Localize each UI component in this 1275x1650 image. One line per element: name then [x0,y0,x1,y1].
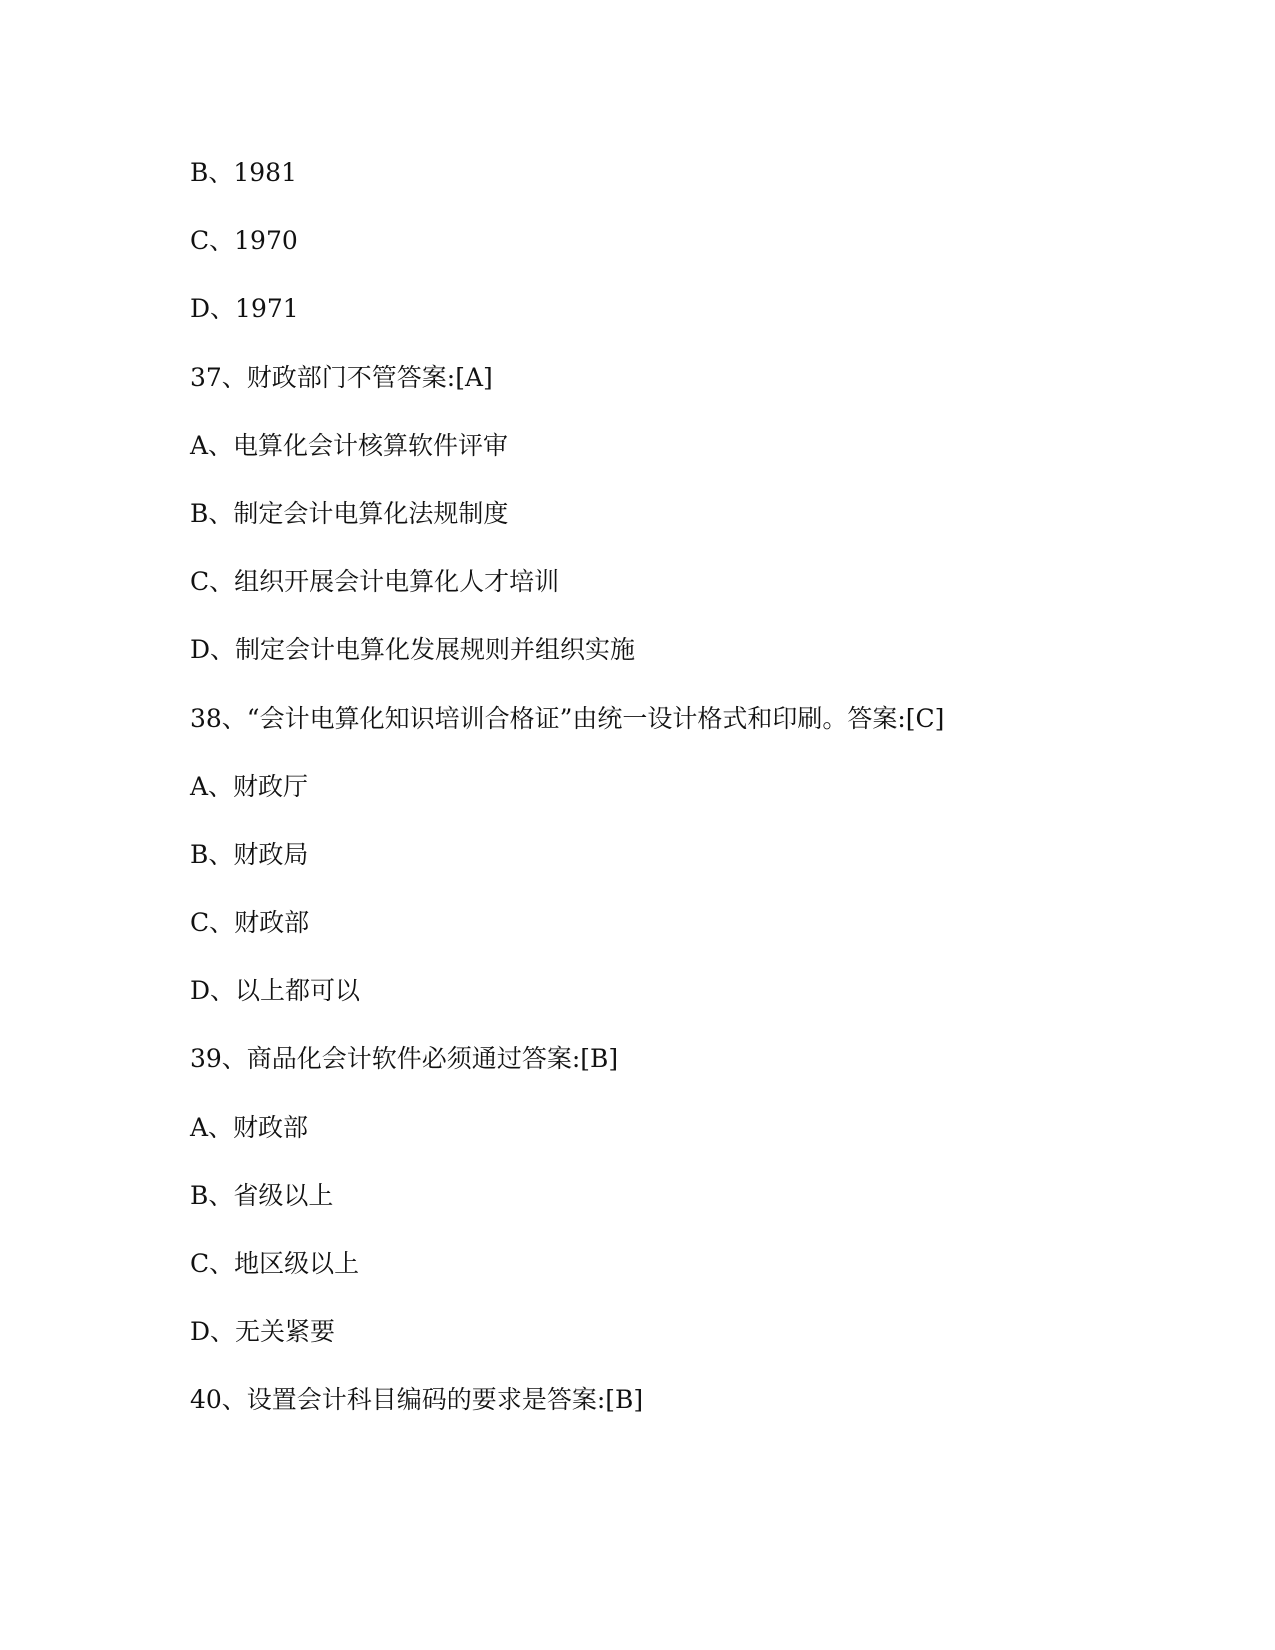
option-c-1970: C、1970 [190,226,298,256]
question-38-option-c: C、财政部 [190,908,310,938]
question-38: 38、“会计电算化知识培训合格证”由统一设计格式和印刷。答案:[C] [190,703,945,733]
question-39-option-c: C、地区级以上 [190,1249,360,1278]
question-37-option-d: D、制定会计电算化发展规则并组织实施 [190,635,636,665]
question-39-option-a: A、财政部 [190,1112,309,1142]
option-b-1981: B、1981 [190,158,297,187]
question-39-option-b: B、省级以上 [190,1180,334,1210]
question-37-option-a: A、电算化会计核算软件评审 [190,430,509,460]
question-37-option-c: C、组织开展会计电算化人才培训 [190,567,560,597]
question-38-option-b: B、财政局 [190,839,309,869]
question-39-option-d: D、无关紧要 [190,1317,336,1347]
question-40: 40、设置会计科目编码的要求是答案:[B] [190,1385,644,1415]
question-list [190,156,1150,1452]
question-39: 39、商品化会计软件必须通过答案:[B] [190,1044,619,1074]
question-37-option-b: B、制定会计电算化法规制度 [190,498,509,528]
option-d-1971: D、1971 [190,294,299,324]
question-38-option-d: D、以上都可以 [190,976,361,1006]
question-38-option-a: A、财政厅 [190,771,309,801]
question-37: 37、财政部门不管答案:[A] [190,362,493,392]
